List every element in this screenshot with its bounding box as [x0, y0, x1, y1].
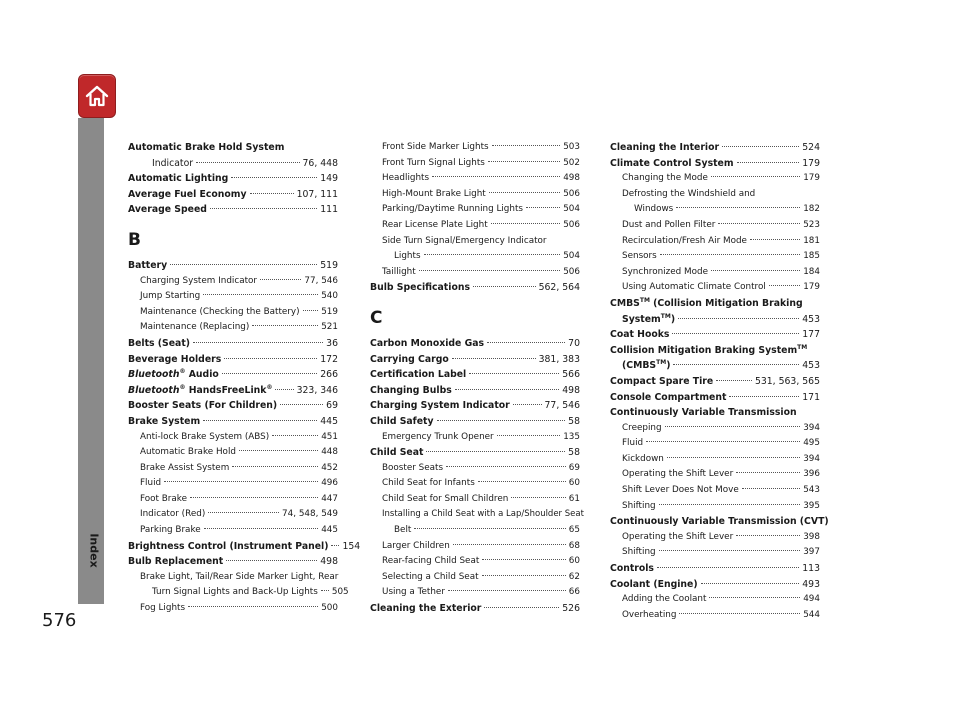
- index-entry[interactable]: Selecting a Child Seat 62: [382, 571, 580, 582]
- index-entry[interactable]: Taillight 506: [382, 266, 580, 277]
- index-entry[interactable]: Child Seat for Small Children 61: [382, 493, 580, 504]
- index-entry[interactable]: Changing the Mode 179: [622, 173, 820, 184]
- index-entry[interactable]: CMBS™ (Collision Mitigation Braking: [610, 296, 803, 309]
- index-entry[interactable]: Jump Starting 540: [140, 291, 338, 302]
- home-button[interactable]: [78, 74, 116, 118]
- index-entry[interactable]: Fluid 496: [140, 478, 338, 489]
- index-entry[interactable]: Booster Seats (For Children) 69: [128, 400, 338, 412]
- index-entry[interactable]: Beverage Holders 172: [128, 353, 338, 365]
- index-entry[interactable]: Anti-lock Brake System (ABS) 451: [140, 431, 338, 442]
- index-entry[interactable]: Bulb Specifications 562, 564: [370, 282, 580, 294]
- index-entry[interactable]: Using Automatic Climate Control 179: [622, 282, 820, 293]
- index-entry[interactable]: Charging System Indicator 77, 546: [140, 275, 338, 286]
- index-entry[interactable]: (CMBS™) 453: [622, 359, 820, 372]
- index-entry[interactable]: Side Turn Signal/Emergency Indicator: [382, 235, 547, 246]
- index-entry[interactable]: Automatic Brake Hold System: [128, 142, 285, 153]
- index-entry[interactable]: Certification Label 566: [370, 369, 580, 381]
- index-entry[interactable]: Booster Seats 69: [382, 462, 580, 473]
- index-entry[interactable]: Fog Lights 500: [140, 603, 338, 614]
- index-entry[interactable]: Bulb Replacement 498: [128, 556, 338, 568]
- section-label: Index: [87, 532, 101, 568]
- index-entry[interactable]: Brightness Control (Instrument Panel) 154: [128, 540, 361, 552]
- index-entry[interactable]: Console Compartment 171: [610, 391, 820, 403]
- index-entry[interactable]: Larger Children 68: [382, 540, 580, 551]
- index-entry[interactable]: Fluid 495: [622, 438, 820, 449]
- index-entry[interactable]: Parking Brake 445: [140, 525, 338, 536]
- index-entry[interactable]: Continuously Variable Transmission (CVT): [610, 516, 829, 528]
- index-entry[interactable]: High-Mount Brake Light 506: [382, 188, 580, 199]
- index-entry[interactable]: Defrosting the Windshield and: [622, 188, 756, 199]
- index-entry[interactable]: Bluetooth® Audio 266: [128, 368, 338, 381]
- index-entry[interactable]: Rear-facing Child Seat 60: [382, 556, 580, 567]
- index-entry[interactable]: Brake Assist System 452: [140, 462, 338, 473]
- index-entry[interactable]: Synchronized Mode 184: [622, 266, 820, 277]
- letter-heading-c: C: [370, 307, 383, 328]
- index-entry[interactable]: Continuously Variable Transmission: [610, 407, 797, 419]
- index-entry[interactable]: Operating the Shift Lever 396: [622, 469, 820, 480]
- index-entry[interactable]: Carrying Cargo 381, 383: [370, 353, 580, 365]
- index-entry[interactable]: Operating the Shift Lever 398: [622, 531, 820, 542]
- letter-heading-b: B: [128, 229, 141, 250]
- index-entry[interactable]: Turn Signal Lights and Back-Up Lights 505: [152, 587, 349, 598]
- index-entry[interactable]: Indicator (Red) 74, 548, 549: [140, 509, 338, 520]
- index-entry[interactable]: Parking/Daytime Running Lights 504: [382, 204, 580, 215]
- index-entry[interactable]: Climate Control System 179: [610, 157, 820, 169]
- index-entry[interactable]: Cleaning the Exterior 526: [370, 603, 580, 615]
- index-entry[interactable]: Shifting 397: [622, 547, 820, 558]
- index-entry[interactable]: Rear License Plate Light 506: [382, 219, 580, 230]
- index-entry[interactable]: Brake System 445: [128, 415, 338, 427]
- index-entry[interactable]: Lights 504: [394, 251, 580, 262]
- index-entry[interactable]: Child Seat for Infants 60: [382, 478, 580, 489]
- index-entry[interactable]: Charging System Indicator 77, 546: [370, 400, 580, 412]
- index-entry[interactable]: Sensors 185: [622, 251, 820, 262]
- page-number: 576: [42, 610, 77, 631]
- index-entry[interactable]: Collision Mitigation Braking System™: [610, 343, 808, 356]
- index-entry[interactable]: Headlights 498: [382, 173, 580, 184]
- index-entry[interactable]: Bluetooth® HandsFreeLink® 323, 346: [128, 383, 338, 396]
- index-entry[interactable]: Automatic Brake Hold 448: [140, 447, 338, 458]
- index-entry[interactable]: Front Turn Signal Lights 502: [382, 157, 580, 168]
- index-entry[interactable]: Shifting 395: [622, 500, 820, 511]
- index-entry[interactable]: Belts (Seat) 36: [128, 337, 338, 349]
- index-entry[interactable]: Foot Brake 447: [140, 493, 338, 504]
- index-entry[interactable]: Coat Hooks 177: [610, 329, 820, 341]
- index-entry[interactable]: Automatic Lighting 149: [128, 173, 338, 185]
- index-entry[interactable]: Indicator 76, 448: [152, 157, 338, 169]
- index-entry[interactable]: Battery 519: [128, 259, 338, 271]
- index-entry[interactable]: Average Speed 111: [128, 204, 338, 216]
- index-entry[interactable]: Brake Light, Tail/Rear Side Marker Light, Rear: [140, 571, 339, 582]
- index-entry[interactable]: Average Fuel Economy 107, 111: [128, 188, 338, 200]
- index-entry[interactable]: Recirculation/Fresh Air Mode 181: [622, 235, 820, 246]
- index-entry[interactable]: Overheating 544: [622, 609, 820, 620]
- index-entry[interactable]: Kickdown 394: [622, 453, 820, 464]
- index-entry[interactable]: Installing a Child Seat with a Lap/Shoulder Seat: [382, 509, 584, 520]
- index-column-1: [128, 140, 361, 617]
- index-entry[interactable]: Compact Spare Tire 531, 563, 565: [610, 375, 820, 387]
- index-entry[interactable]: System™) 453: [622, 312, 820, 325]
- index-entry[interactable]: Belt 65: [394, 525, 580, 536]
- index-entry[interactable]: Shift Lever Does Not Move 543: [622, 485, 820, 496]
- index-entry[interactable]: Using a Tether 66: [382, 587, 580, 598]
- index-entry[interactable]: Front Side Marker Lights 503: [382, 142, 580, 152]
- index-entry[interactable]: Child Safety 58: [370, 415, 580, 427]
- index-column-3: [610, 140, 829, 623]
- index-entry[interactable]: Changing Bulbs 498: [370, 384, 580, 396]
- index-entry[interactable]: Maintenance (Replacing) 521: [140, 322, 338, 333]
- index-entry[interactable]: Maintenance (Checking the Battery) 519: [140, 306, 338, 317]
- index-entry[interactable]: Controls 113: [610, 563, 820, 575]
- index-entry[interactable]: Child Seat 58: [370, 447, 580, 459]
- index-entry[interactable]: Carbon Monoxide Gas 70: [370, 337, 580, 349]
- index-entry[interactable]: Emergency Trunk Opener 135: [382, 431, 580, 442]
- index-column-2: [370, 140, 584, 617]
- index-entry[interactable]: Creeping 394: [622, 422, 820, 433]
- index-entry[interactable]: Cleaning the Interior 524: [610, 142, 820, 153]
- index-entry[interactable]: Windows 182: [634, 204, 820, 215]
- index-entry[interactable]: Dust and Pollen Filter 523: [622, 219, 820, 230]
- index-entry[interactable]: Coolant (Engine) 493: [610, 578, 820, 590]
- home-icon: [84, 83, 110, 109]
- index-entry[interactable]: Adding the Coolant 494: [622, 594, 820, 605]
